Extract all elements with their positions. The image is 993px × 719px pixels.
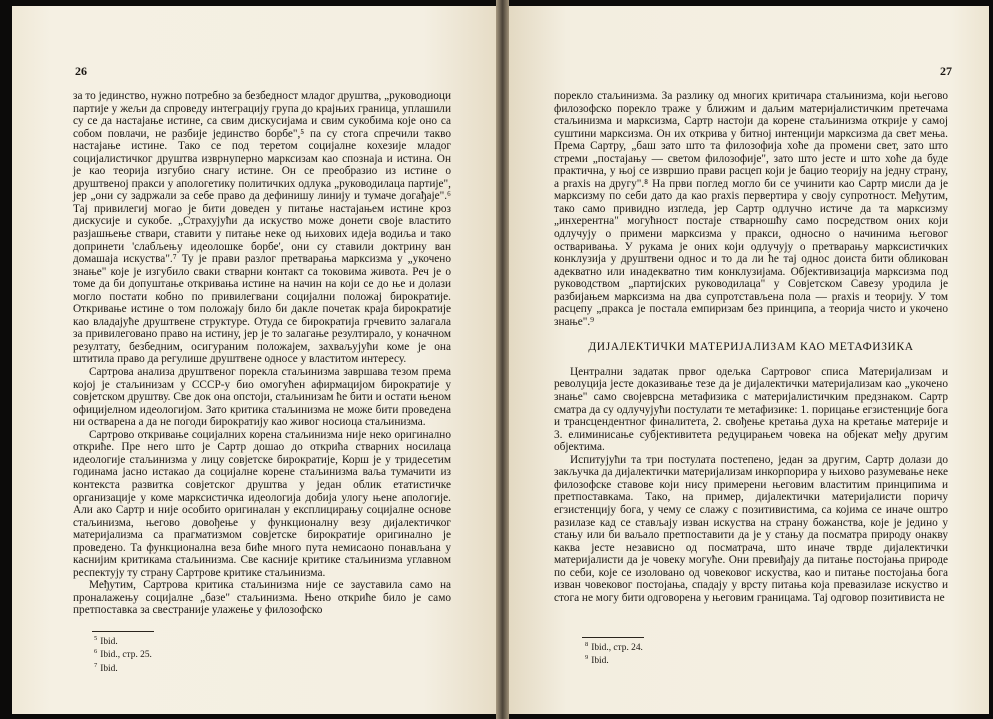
footnote-mark: 7 bbox=[94, 661, 98, 669]
footnote-text: Ibid. bbox=[100, 637, 118, 648]
footnote-text: Ibid. bbox=[591, 656, 609, 667]
right-page bbox=[509, 6, 989, 714]
footnote-mark: 6 bbox=[94, 648, 98, 656]
footnote-mark: 9 bbox=[585, 654, 589, 662]
footnote-text: Ibid., стр. 25. bbox=[100, 650, 152, 661]
book-gutter bbox=[496, 0, 509, 719]
paragraph: Сартрово откривање социјалних корена стаљинизма није неко оригинално откриће. Пре него што је Сартр дошао до открића стварних носилаца идеологије стаљинизма у лицу совјетске бирократије, Корш је у тридесетим годинама јасно истакао да социјалне корене стаљинизма ваља тумачити из контекста развитка совјетског друштва у један облик етатистичке организације у коме марксистичка идеологија добија улогу њене апологије. Али ако Сартр и није особито оригиналан у експлицирању социјалне основе стаљинизма, његово довођење у функционалну везу дијалектичког материјализма са прагматизмом совјетске бирократије оригинално је проведено. Та функционална веза биће много пута немисаоно понављана у каснијим критикама стаљинизма. Све касније критике стаљинизма углавном респектују ту страну Сартрове критике стаљинизма. bbox=[73, 428, 451, 579]
footnote bbox=[94, 634, 152, 647]
footnote bbox=[94, 661, 152, 674]
paragraph: Испитујући та три постулата постепено, један за другим, Сартр долази до закључка да дијалектички материјализам инкорпорира у њихово разумевање неке филозофске ставове који нису примерени његовим властитим принципима и претпоставкама. Тако, на пример, дијалектички материјалисти поричу егзистенцију бога, у чему се слажу с позитивистима, са којима се иначе оштро разилазе кад се стављају изван искуства на страну божанства, које је једино у стању или би ваљало претпоставити да је у стању да посматра природу онакву каква јесте независно од посматрача, што иначе тврде дијалектички материјалисти да је човеку могуће. Они превиђају да питање постојања природе по себи, које се изоловано од човековог искуства, као и питање постојања бога изван човековог постојања, спадају у врсту питања која превазилазе искуство и стога не могу бити одговорена у његовим границама. Тај одговор позитивиста не bbox=[554, 453, 948, 604]
left-page bbox=[12, 6, 496, 714]
footnote-rule bbox=[582, 637, 644, 638]
footnote bbox=[585, 653, 643, 666]
footnotes bbox=[585, 640, 643, 667]
footnote-text: Ibid., стр. 24. bbox=[591, 643, 643, 654]
footnote-mark: 5 bbox=[94, 635, 98, 642]
section-heading: ДИЈАЛЕКТИЧКИ МАТЕРИЈАЛИЗАМ КАО МЕТАФИЗИКА bbox=[588, 341, 914, 354]
paragraph: Централни задатак првог одељка Сартровог списа Материјализам и револуција јесте доказивање тезе да је дијалектички материјализам као „укочено знање" само својеврсна метафизика с материјалистичким предзнаком. Сартр сматра да су одлучујући постулати те метафизике: 1. порицање егзистенције бога и трансцендентног финалитета, 2. свођење кретања духа на кретање материје и 3. елиминисање субјективитета редуцирањем човека на објекат међу другим објектима. bbox=[554, 365, 948, 454]
paragraph: за то јединство, нужно потребно за безбедност младог друштва, „руководиоци партије у жељи да спроведу интеграцију група до крајњих граница, уплашили су се да настајање истине, са свим дискусијама и свим сукобима које оно са собом повлачи, не разбије јединство борбе",⁵ па су стога спречили такво настајање истине. Тако се под теретом социјалне кохезије младог социјалистичког друштва изврнуперно марксизам као спознаја и истина. Он је као теорија изгубио снагу истине. Он се преобразио из истине о друштвеној пракси у апологетику политичких одлука „руководилаца партије", јер „они су задржали за себе право да дефинишу линију и тумаче догађаје".⁶ Тај привилегиј могао је бити доведен у питање настајањем истине кроз дискусије и сукобе. „Страхујући да искуство може донети своје властито разјашњење ствари, ставити у питање неке од њихових идеја водиља и тако допринети 'слабљењу идеолошке борбе', они су ставили доктрину ван домашаја искуства".⁷ Ту је прави разлог претварања марксизма у „укочено знање" које је изгубило сваки стварни контакт са токовима живота. Реч је о томе да би допуштање откривања истине на начин на који се до ње и долази могло постати кобно по привилегвани социјални положај бирократије. Откривање истине о том положају било би дакле почетак краја бирократије као владајуће друштвене структуре. Отуда се бирократија грчевито залагала за привилеговано право на истину, јер је то залагање резултирало, у коначном резултату, безбедним, осигураним положајем, захваљујући коме је она штитила право да регулише друштвене односе у властитом интересу. bbox=[73, 90, 451, 366]
footnote-text: Ibid. bbox=[100, 663, 118, 674]
footnotes bbox=[94, 634, 152, 674]
paragraph: Сартрова анализа друштвеног порекла стаљинизма завршава тезом према којој је стаљинизам у СССР-у био омогућен афирмацијом бирократије у совјетском друштву. Све док она опстоји, стаљинизам ће бити и остати њеном официјелном идеологијом. Зато критика стаљинизма не може бити проведена ни остварена а да не погоди бирократију као живог носиоца стаљинизма. bbox=[73, 366, 451, 429]
page-number: 26 bbox=[75, 64, 87, 78]
left-text-column bbox=[73, 90, 451, 617]
footnote bbox=[94, 647, 152, 660]
paragraph: Међутим, Сартрова критика стаљинизма није се зауставила само на проналажењу социјалне „базе" стаљинизма. Њено откриће било је само претпоставка за свестраније улажење у филозофско bbox=[73, 579, 451, 617]
footnote-mark: 8 bbox=[585, 641, 589, 648]
footnote-rule bbox=[92, 631, 154, 632]
footnote bbox=[585, 640, 643, 653]
page-number: 27 bbox=[940, 64, 952, 78]
paragraph: порекло стаљинизма. За разлику од многих критичара стаљинизма, који његово филозофско порекло траже у ближим и даљим материјалистичким претечама стаљинизма и марксизма, Сартр настоји да корене стаљинизма открије у самој суштини марксизма. Он их открива у битној интенцији марксизма да свет мења. Према Сартру, „баш зато што та филозофија хоће да промени свет, зато што стреми „постајању — светом филозофије", зато што јесте и што хоће да буде практична, у њој се извршио прави расцеп који је бацио теорију на једну страну, а praxis на другу".⁸ На први поглед могло би се учинити као Сартр мисли да је марксизму по себи дато да као praxis первертира у своју супротност. Међутим, тако само привидно изгледа, јер Сартр одлучно истиче да та марксизму „инхерентна" могућност постаје стварношћу само посредством оних који одлучују о примени марксизма у пракси, односно о начинима његовог остваривања. У рукама је оних који одлучују о претварању марксистичких конклузија у друштвени однос и то да ли ће тај однос доиста бити обликован адекватно или инадекватно тим конклузијама. Објективизација марксизма под руководством „партијских руководилаца" у Совјетском Савезу уродила је разбијањем марксизма на два супротстављена пола — praxis и теорију. У том расцепу „пракса је постала емпиризам без принципа, а теорија чисто и укочено знање".⁹ bbox=[554, 90, 948, 328]
right-text-column bbox=[554, 90, 948, 604]
